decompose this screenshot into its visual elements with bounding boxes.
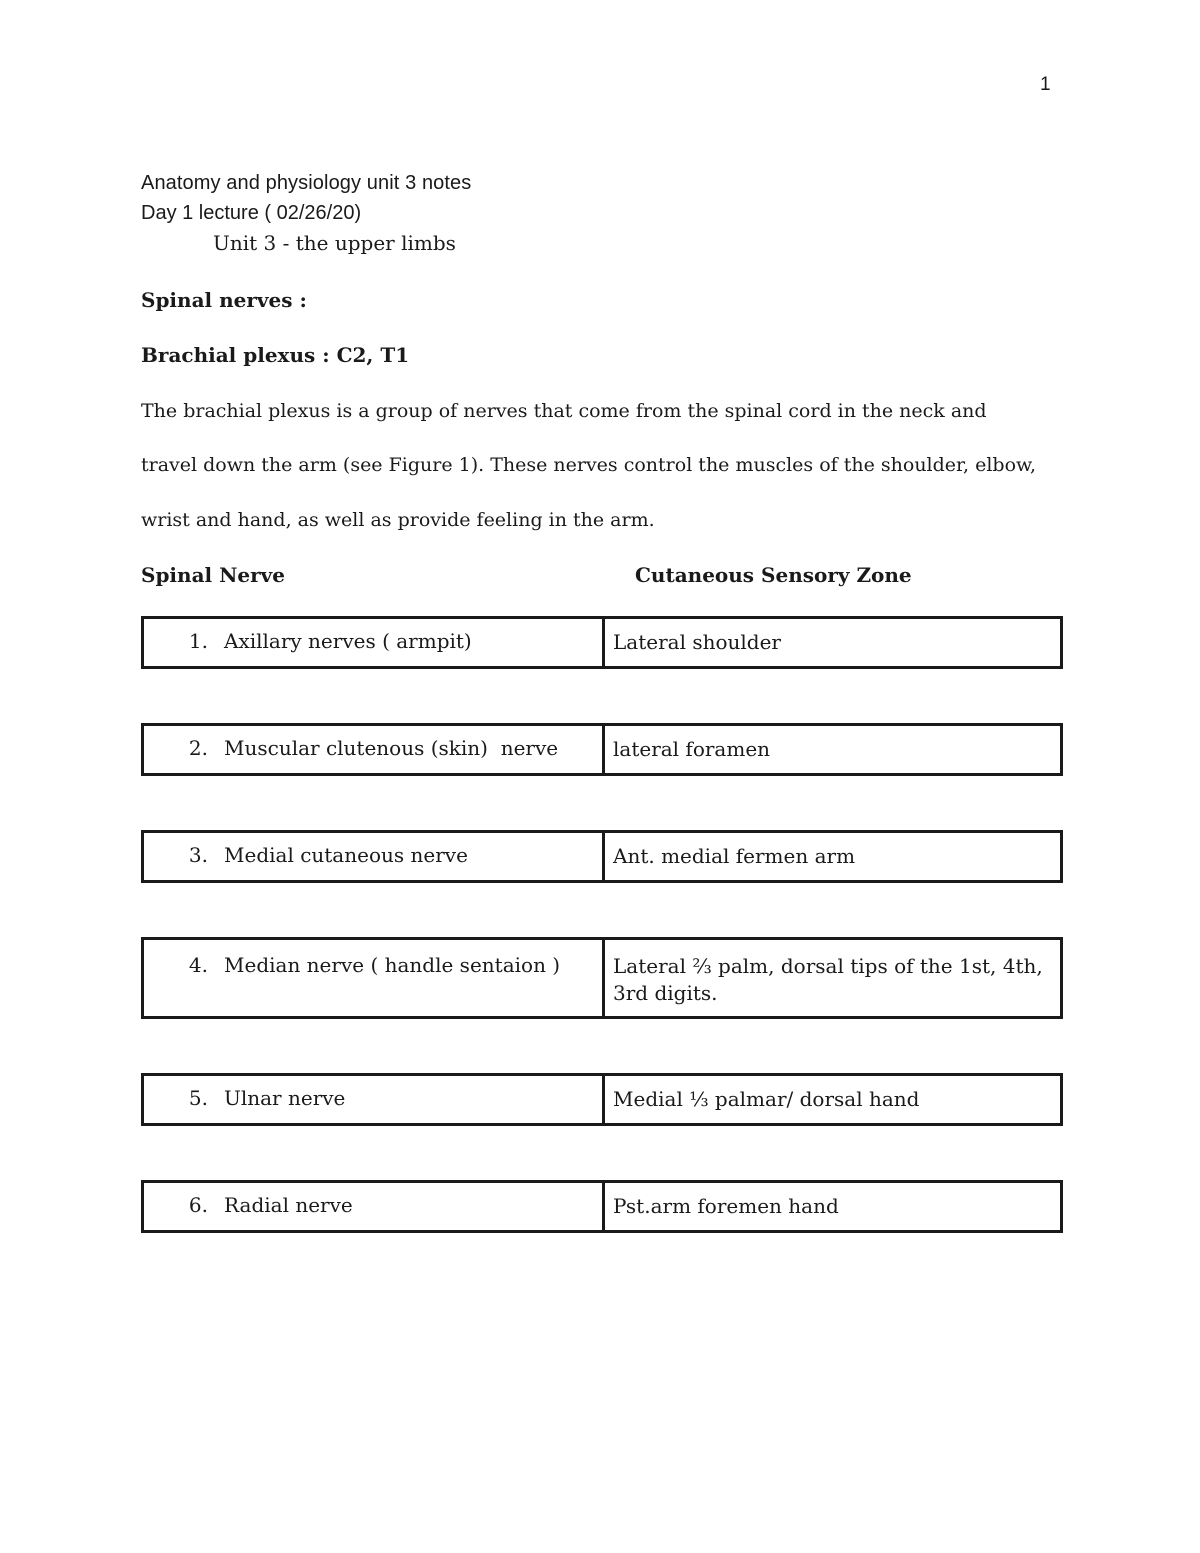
zone-cell [605,1076,1060,1123]
row-number: 5. [188,1086,208,1110]
nerve-cell [144,940,605,1016]
column-header-spinal-nerve: Spinal Nerve [141,563,285,587]
sensory-zone: Ant. medial fermen arm [613,844,856,868]
row-number: 1. [188,629,208,653]
nerve-row-2 [141,723,1063,776]
nerve-name: Median nerve ( handle sentaion ) [224,953,561,977]
nerve-row-4 [141,937,1063,1019]
zone-cell [605,1183,1060,1230]
row-number: 4. [188,953,208,977]
spinal-nerves-heading: Spinal nerves : [141,288,307,312]
nerve-cell [144,619,605,666]
sensory-zone: lateral foramen [613,737,771,761]
unit-title: Unit 3 - the upper limbs [213,231,456,255]
column-header-sensory-zone: Cutaneous Sensory Zone [635,563,912,587]
sensory-zone: Lateral ⅔ palm, dorsal tips of the 1st, 4th, 3rd digits. [613,954,1043,1005]
lecture-date: Day 1 lecture ( 02/26/20) [141,202,362,224]
nerve-cell [144,833,605,880]
page-number: 1 [1040,74,1051,95]
sensory-zone: Lateral shoulder [613,630,781,654]
nerve-cell [144,726,605,773]
nerve-name: Radial nerve [224,1193,353,1217]
nerve-row-3 [141,830,1063,883]
nerve-row-5 [141,1073,1063,1126]
row-number: 3. [188,843,208,867]
nerve-cell [144,1183,605,1230]
zone-cell [605,726,1060,773]
paragraph-line-1: The brachial plexus is a group of nerves that come from the spinal cord in the neck and [141,400,987,422]
nerve-name: Ulnar nerve [224,1086,346,1110]
document-title: Anatomy and physiology unit 3 notes [141,172,472,194]
nerve-name: Medial cutaneous nerve [224,843,468,867]
nerve-row-6 [141,1180,1063,1233]
brachial-plexus-heading: Brachial plexus : C2, T1 [141,343,410,367]
sensory-zone: Pst.arm foremen hand [613,1194,839,1218]
paragraph-line-2: travel down the arm (see Figure 1). These nerves control the muscles of the shoulder, elbow, [141,454,1037,476]
nerve-row-1 [141,616,1063,669]
paragraph-line-3: wrist and hand, as well as provide feeling in the arm. [141,509,655,531]
row-number: 6. [188,1193,208,1217]
nerve-name: Muscular clutenous (skin) nerve [224,736,559,760]
row-number: 2. [188,736,208,760]
zone-cell [605,940,1060,1016]
zone-cell [605,833,1060,880]
zone-cell [605,619,1060,666]
sensory-zone: Medial ⅓ palmar/ dorsal hand [613,1087,920,1111]
nerve-cell [144,1076,605,1123]
nerve-name: Axillary nerves ( armpit) [224,629,472,653]
